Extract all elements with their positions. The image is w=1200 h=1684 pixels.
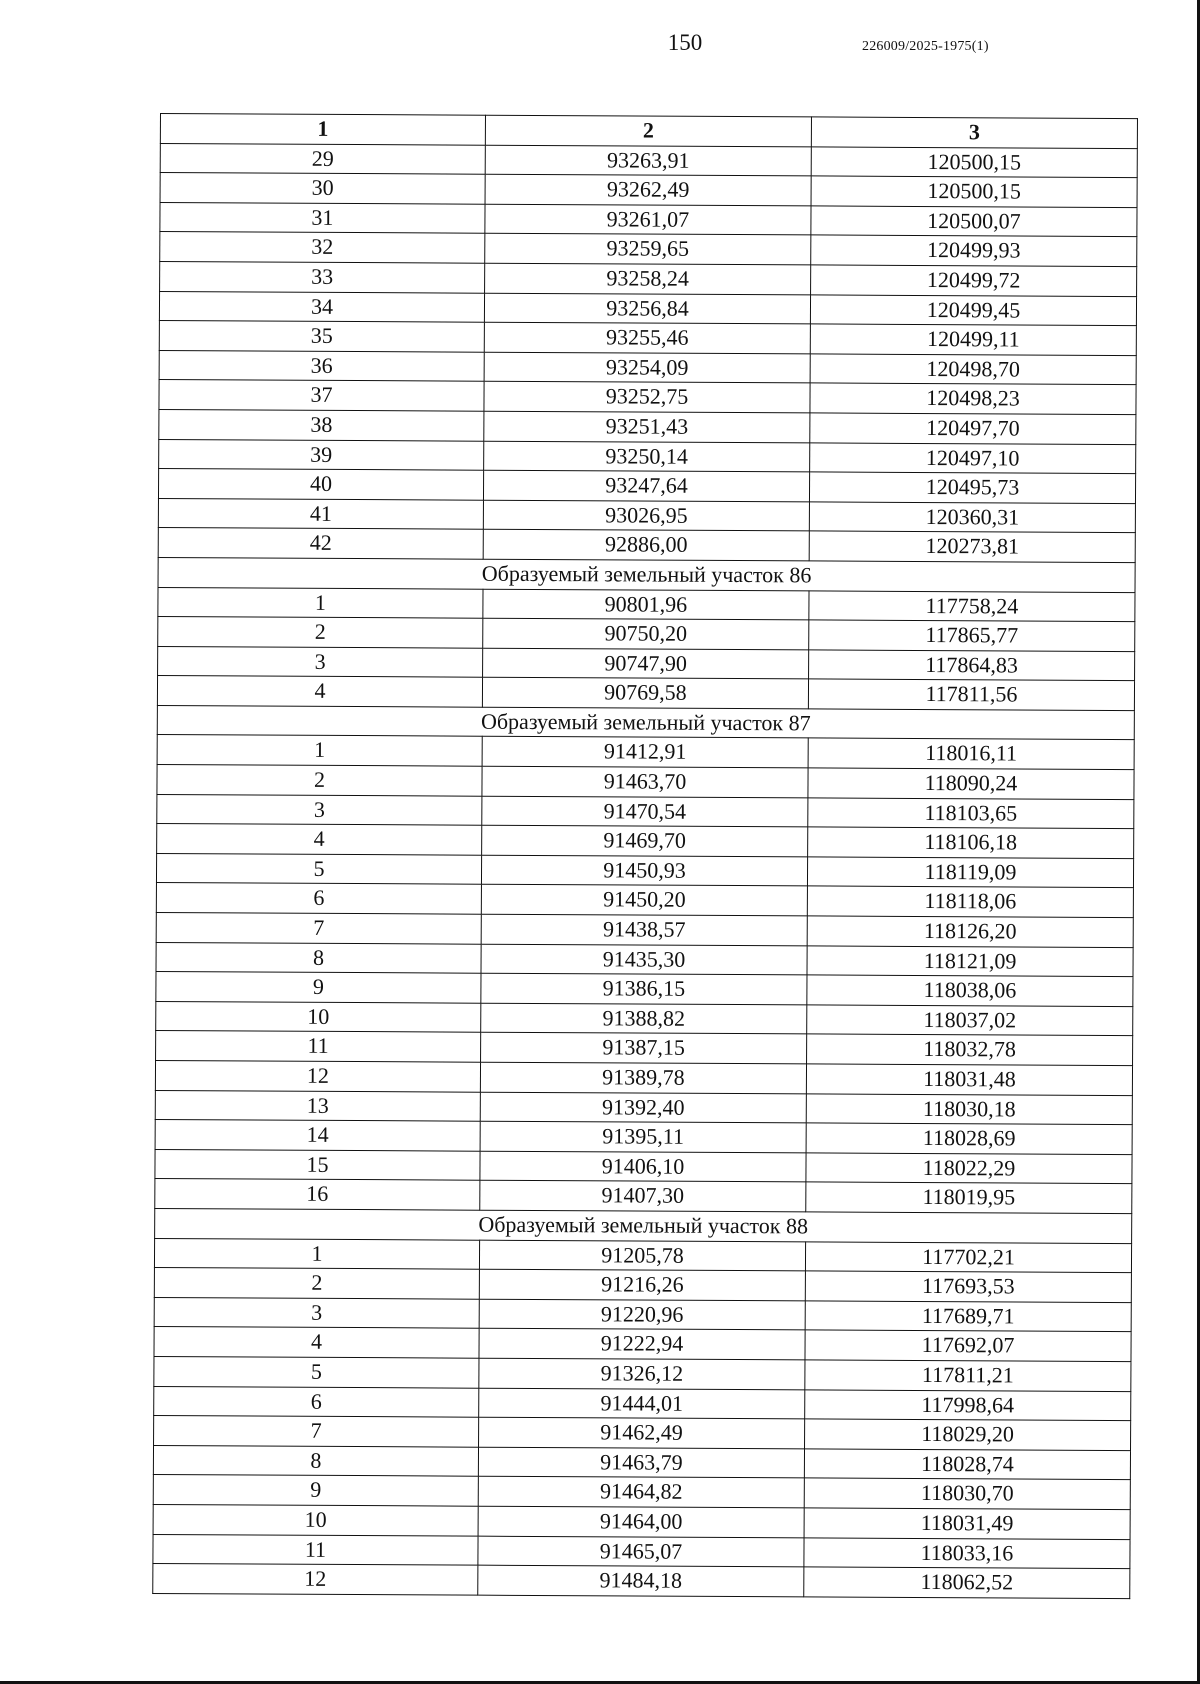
x-coordinate-cell: 90801,96	[483, 589, 809, 620]
y-coordinate-cell: 117758,24	[809, 590, 1135, 621]
y-coordinate-cell: 118062,52	[804, 1567, 1130, 1598]
y-coordinate-cell: 118031,48	[806, 1064, 1132, 1095]
coordinates-table	[152, 113, 1138, 1599]
point-number-cell: 40	[158, 469, 483, 500]
y-coordinate-cell: 118032,78	[807, 1034, 1133, 1065]
point-number-cell: 1	[157, 735, 482, 766]
y-coordinate-cell: 118119,09	[807, 857, 1133, 888]
point-number-cell: 2	[158, 617, 483, 648]
y-coordinate-cell: 118028,74	[804, 1449, 1130, 1480]
point-number-cell: 3	[154, 1297, 479, 1328]
table-row	[153, 1564, 1130, 1599]
x-coordinate-cell: 91395,11	[480, 1121, 806, 1152]
point-number-cell: 8	[156, 942, 481, 973]
x-coordinate-cell: 91438,57	[481, 914, 807, 945]
section-title: Образуемый земельный участок 87	[157, 705, 1134, 740]
point-number-cell: 6	[154, 1386, 479, 1417]
point-number-cell: 4	[157, 824, 482, 855]
point-number-cell: 35	[159, 321, 484, 352]
y-coordinate-cell: 118033,16	[804, 1537, 1130, 1568]
y-coordinate-cell: 117689,71	[805, 1301, 1131, 1332]
y-coordinate-cell: 120498,23	[810, 383, 1136, 414]
point-number-cell: 10	[153, 1504, 478, 1535]
y-coordinate-cell: 118121,09	[807, 946, 1133, 977]
x-coordinate-cell: 91465,07	[478, 1536, 804, 1567]
point-number-cell: 16	[155, 1179, 480, 1210]
y-coordinate-cell: 120499,72	[811, 265, 1137, 296]
y-coordinate-cell: 120497,70	[810, 413, 1136, 444]
x-coordinate-cell: 93259,65	[485, 234, 811, 265]
page-number: 150	[667, 30, 703, 55]
y-coordinate-cell: 117692,07	[805, 1330, 1131, 1361]
y-coordinate-cell: 118090,24	[808, 768, 1134, 799]
y-coordinate-cell: 117865,77	[809, 620, 1135, 651]
y-coordinate-cell: 117811,56	[808, 679, 1134, 710]
point-number-cell: 12	[155, 1060, 480, 1091]
x-coordinate-cell: 91450,93	[481, 855, 807, 886]
point-number-cell: 2	[157, 765, 482, 796]
y-coordinate-cell: 118106,18	[808, 827, 1134, 858]
x-coordinate-cell: 91469,70	[482, 825, 808, 856]
y-coordinate-cell: 118038,06	[807, 975, 1133, 1006]
point-number-cell: 32	[160, 232, 485, 263]
y-coordinate-cell: 120499,11	[810, 324, 1136, 355]
y-coordinate-cell: 120500,15	[811, 147, 1137, 178]
y-coordinate-cell: 120360,31	[809, 502, 1135, 533]
point-number-cell: 34	[159, 291, 484, 322]
x-coordinate-cell: 91484,18	[478, 1565, 804, 1596]
point-number-cell: 42	[158, 528, 483, 559]
x-coordinate-cell: 91387,15	[481, 1033, 807, 1064]
x-coordinate-cell: 90769,58	[482, 677, 808, 708]
x-coordinate-cell: 91463,70	[482, 766, 808, 797]
point-number-cell: 1	[154, 1238, 479, 1269]
coordinates-table-container	[152, 113, 1137, 1599]
x-coordinate-cell: 91386,15	[481, 973, 807, 1004]
y-coordinate-cell: 120495,73	[809, 472, 1135, 503]
x-coordinate-cell: 91406,10	[480, 1151, 806, 1182]
column-header: 3	[811, 117, 1137, 148]
y-coordinate-cell: 120497,10	[810, 442, 1136, 473]
y-coordinate-cell: 118031,49	[804, 1508, 1130, 1539]
section-title: Образуемый земельный участок 88	[155, 1208, 1132, 1243]
x-coordinate-cell: 93026,95	[483, 500, 809, 531]
x-coordinate-cell: 91392,40	[480, 1092, 806, 1123]
point-number-cell: 31	[160, 202, 485, 233]
point-number-cell: 38	[159, 409, 484, 440]
point-number-cell: 7	[156, 913, 481, 944]
point-number-cell: 7	[154, 1416, 479, 1447]
x-coordinate-cell: 93256,84	[484, 293, 810, 324]
x-coordinate-cell: 91464,82	[478, 1476, 804, 1507]
y-coordinate-cell: 118030,70	[804, 1478, 1130, 1509]
x-coordinate-cell: 91462,49	[479, 1417, 805, 1448]
x-coordinate-cell: 91444,01	[479, 1388, 805, 1419]
y-coordinate-cell: 117998,64	[805, 1389, 1131, 1420]
x-coordinate-cell: 91412,91	[482, 737, 808, 768]
point-number-cell: 9	[153, 1475, 478, 1506]
document-code: 226009/2025-1975(1)	[862, 39, 989, 54]
point-number-cell: 4	[154, 1327, 479, 1358]
y-coordinate-cell: 117811,21	[805, 1360, 1131, 1391]
x-coordinate-cell: 91222,94	[479, 1329, 805, 1360]
y-coordinate-cell: 120498,70	[810, 354, 1136, 385]
point-number-cell: 36	[159, 350, 484, 381]
column-header: 2	[485, 115, 811, 146]
table-body	[153, 143, 1138, 1598]
x-coordinate-cell: 91464,00	[478, 1506, 804, 1537]
x-coordinate-cell: 91205,78	[479, 1240, 805, 1271]
y-coordinate-cell: 118037,02	[807, 1005, 1133, 1036]
point-number-cell: 14	[155, 1120, 480, 1151]
point-number-cell: 13	[155, 1090, 480, 1121]
point-number-cell: 11	[153, 1534, 478, 1565]
y-coordinate-cell: 120273,81	[809, 531, 1135, 562]
point-number-cell: 33	[160, 261, 485, 292]
y-coordinate-cell: 120500,07	[811, 206, 1137, 237]
y-coordinate-cell: 118019,95	[806, 1182, 1132, 1213]
y-coordinate-cell: 117702,21	[805, 1241, 1131, 1272]
y-coordinate-cell: 118029,20	[805, 1419, 1131, 1450]
x-coordinate-cell: 91326,12	[479, 1358, 805, 1389]
x-coordinate-cell: 93251,43	[484, 411, 810, 442]
x-coordinate-cell: 91389,78	[480, 1062, 806, 1093]
point-number-cell: 3	[158, 646, 483, 677]
point-number-cell: 2	[154, 1268, 479, 1299]
x-coordinate-cell: 93262,49	[485, 174, 811, 205]
x-coordinate-cell: 91220,96	[479, 1299, 805, 1330]
y-coordinate-cell: 117693,53	[805, 1271, 1131, 1302]
x-coordinate-cell: 93254,09	[484, 352, 810, 383]
x-coordinate-cell: 91216,26	[479, 1269, 805, 1300]
point-number-cell: 4	[157, 676, 482, 707]
x-coordinate-cell: 93261,07	[485, 204, 811, 235]
x-coordinate-cell: 93247,64	[483, 470, 809, 501]
x-coordinate-cell: 91470,54	[482, 796, 808, 827]
y-coordinate-cell: 118030,18	[806, 1093, 1132, 1124]
x-coordinate-cell: 93250,14	[484, 441, 810, 472]
point-number-cell: 6	[156, 883, 481, 914]
y-coordinate-cell: 118022,29	[806, 1153, 1132, 1184]
x-coordinate-cell: 93252,75	[484, 382, 810, 413]
y-coordinate-cell: 120499,45	[810, 294, 1136, 325]
x-coordinate-cell: 91407,30	[480, 1181, 806, 1212]
x-coordinate-cell: 91463,79	[478, 1447, 804, 1478]
point-number-cell: 39	[159, 439, 484, 470]
section-title: Образуемый земельный участок 86	[158, 557, 1135, 592]
x-coordinate-cell: 93255,46	[484, 322, 810, 353]
point-number-cell: 9	[156, 972, 481, 1003]
y-coordinate-cell: 118126,20	[807, 916, 1133, 947]
x-coordinate-cell: 92886,00	[483, 530, 809, 561]
y-coordinate-cell: 120499,93	[811, 235, 1137, 266]
y-coordinate-cell: 117864,83	[809, 650, 1135, 681]
point-number-cell: 5	[156, 853, 481, 884]
x-coordinate-cell: 91388,82	[481, 1003, 807, 1034]
y-coordinate-cell: 118103,65	[808, 798, 1134, 829]
point-number-cell: 5	[154, 1356, 479, 1387]
point-number-cell: 30	[160, 173, 485, 204]
point-number-cell: 8	[153, 1445, 478, 1476]
point-number-cell: 11	[156, 1031, 481, 1062]
point-number-cell: 29	[160, 143, 485, 174]
x-coordinate-cell: 91435,30	[481, 944, 807, 975]
x-coordinate-cell: 93263,91	[485, 145, 811, 176]
x-coordinate-cell: 91450,20	[481, 885, 807, 916]
y-coordinate-cell: 118028,69	[806, 1123, 1132, 1154]
point-number-cell: 15	[155, 1149, 480, 1180]
y-coordinate-cell: 118118,06	[807, 886, 1133, 917]
point-number-cell: 37	[159, 380, 484, 411]
y-coordinate-cell: 118016,11	[808, 738, 1134, 769]
point-number-cell: 3	[157, 794, 482, 825]
y-coordinate-cell: 120500,15	[811, 176, 1137, 207]
point-number-cell: 41	[158, 498, 483, 529]
point-number-cell: 10	[156, 1001, 481, 1032]
point-number-cell: 1	[158, 587, 483, 618]
point-number-cell: 12	[153, 1564, 478, 1595]
x-coordinate-cell: 90747,90	[483, 648, 809, 679]
x-coordinate-cell: 93258,24	[485, 263, 811, 294]
column-header: 1	[160, 114, 485, 145]
x-coordinate-cell: 90750,20	[483, 618, 809, 649]
